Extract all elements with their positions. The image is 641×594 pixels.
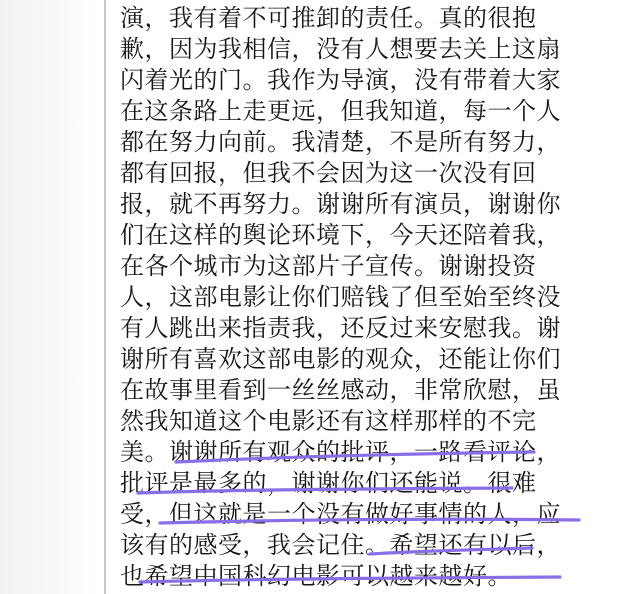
text-line-11: 有人跳出来指责我，还反过来安慰我。谢 — [120, 314, 561, 342]
text-line-3: 闪着光的门。我作为导演，没有带着大家 — [120, 66, 561, 94]
text-line-4: 在这条路上走更远，但我知道，每一个人 — [120, 97, 561, 125]
page-edge — [104, 0, 106, 594]
text-line-16: 批评是最多的，谢谢你们还能说。很难 — [120, 469, 537, 497]
text-line-9: 在各个城市为这部片子宣传。谢谢投资 — [120, 252, 537, 280]
page-shadow — [0, 0, 102, 594]
text-line-5: 都在努力向前。我清楚，不是所有努力， — [120, 128, 561, 156]
text-line-7: 报，就不再努力。谢谢所有演员，谢谢你 — [120, 190, 561, 218]
text-line-15: 美。谢谢所有观众的批评，一路看评论， — [120, 438, 561, 466]
text-line-14: 然我知道这个电影还有这样那样的不完 — [120, 407, 537, 435]
text-line-12: 谢所有喜欢这部电影的观众，还能让你们 — [120, 345, 561, 373]
text-line-19: 也希望中国科幻电影可以越来越好。 — [120, 562, 512, 590]
text-line-17: 受，但这就是一个没有做好事情的人，应 — [120, 500, 561, 528]
text-line-8: 们在这样的舆论环境下，今天还陪着我， — [120, 221, 561, 249]
text-line-2: 歉，因为我相信，没有人想要去关上这扇 — [120, 35, 561, 63]
text-line-6: 都有回报，但我不会因为这一次没有回 — [120, 159, 537, 187]
text-line-13: 在故事里看到一丝丝感动，非常欣慰，虽 — [120, 376, 561, 404]
text-line-18: 该有的感受，我会记住。希望还有以后， — [120, 531, 561, 559]
text-line-10: 人，这部电影让你们赔钱了但至始至终没 — [120, 283, 561, 311]
text-line-1: 演，我有着不可推卸的责任。真的很抱 — [120, 4, 537, 32]
